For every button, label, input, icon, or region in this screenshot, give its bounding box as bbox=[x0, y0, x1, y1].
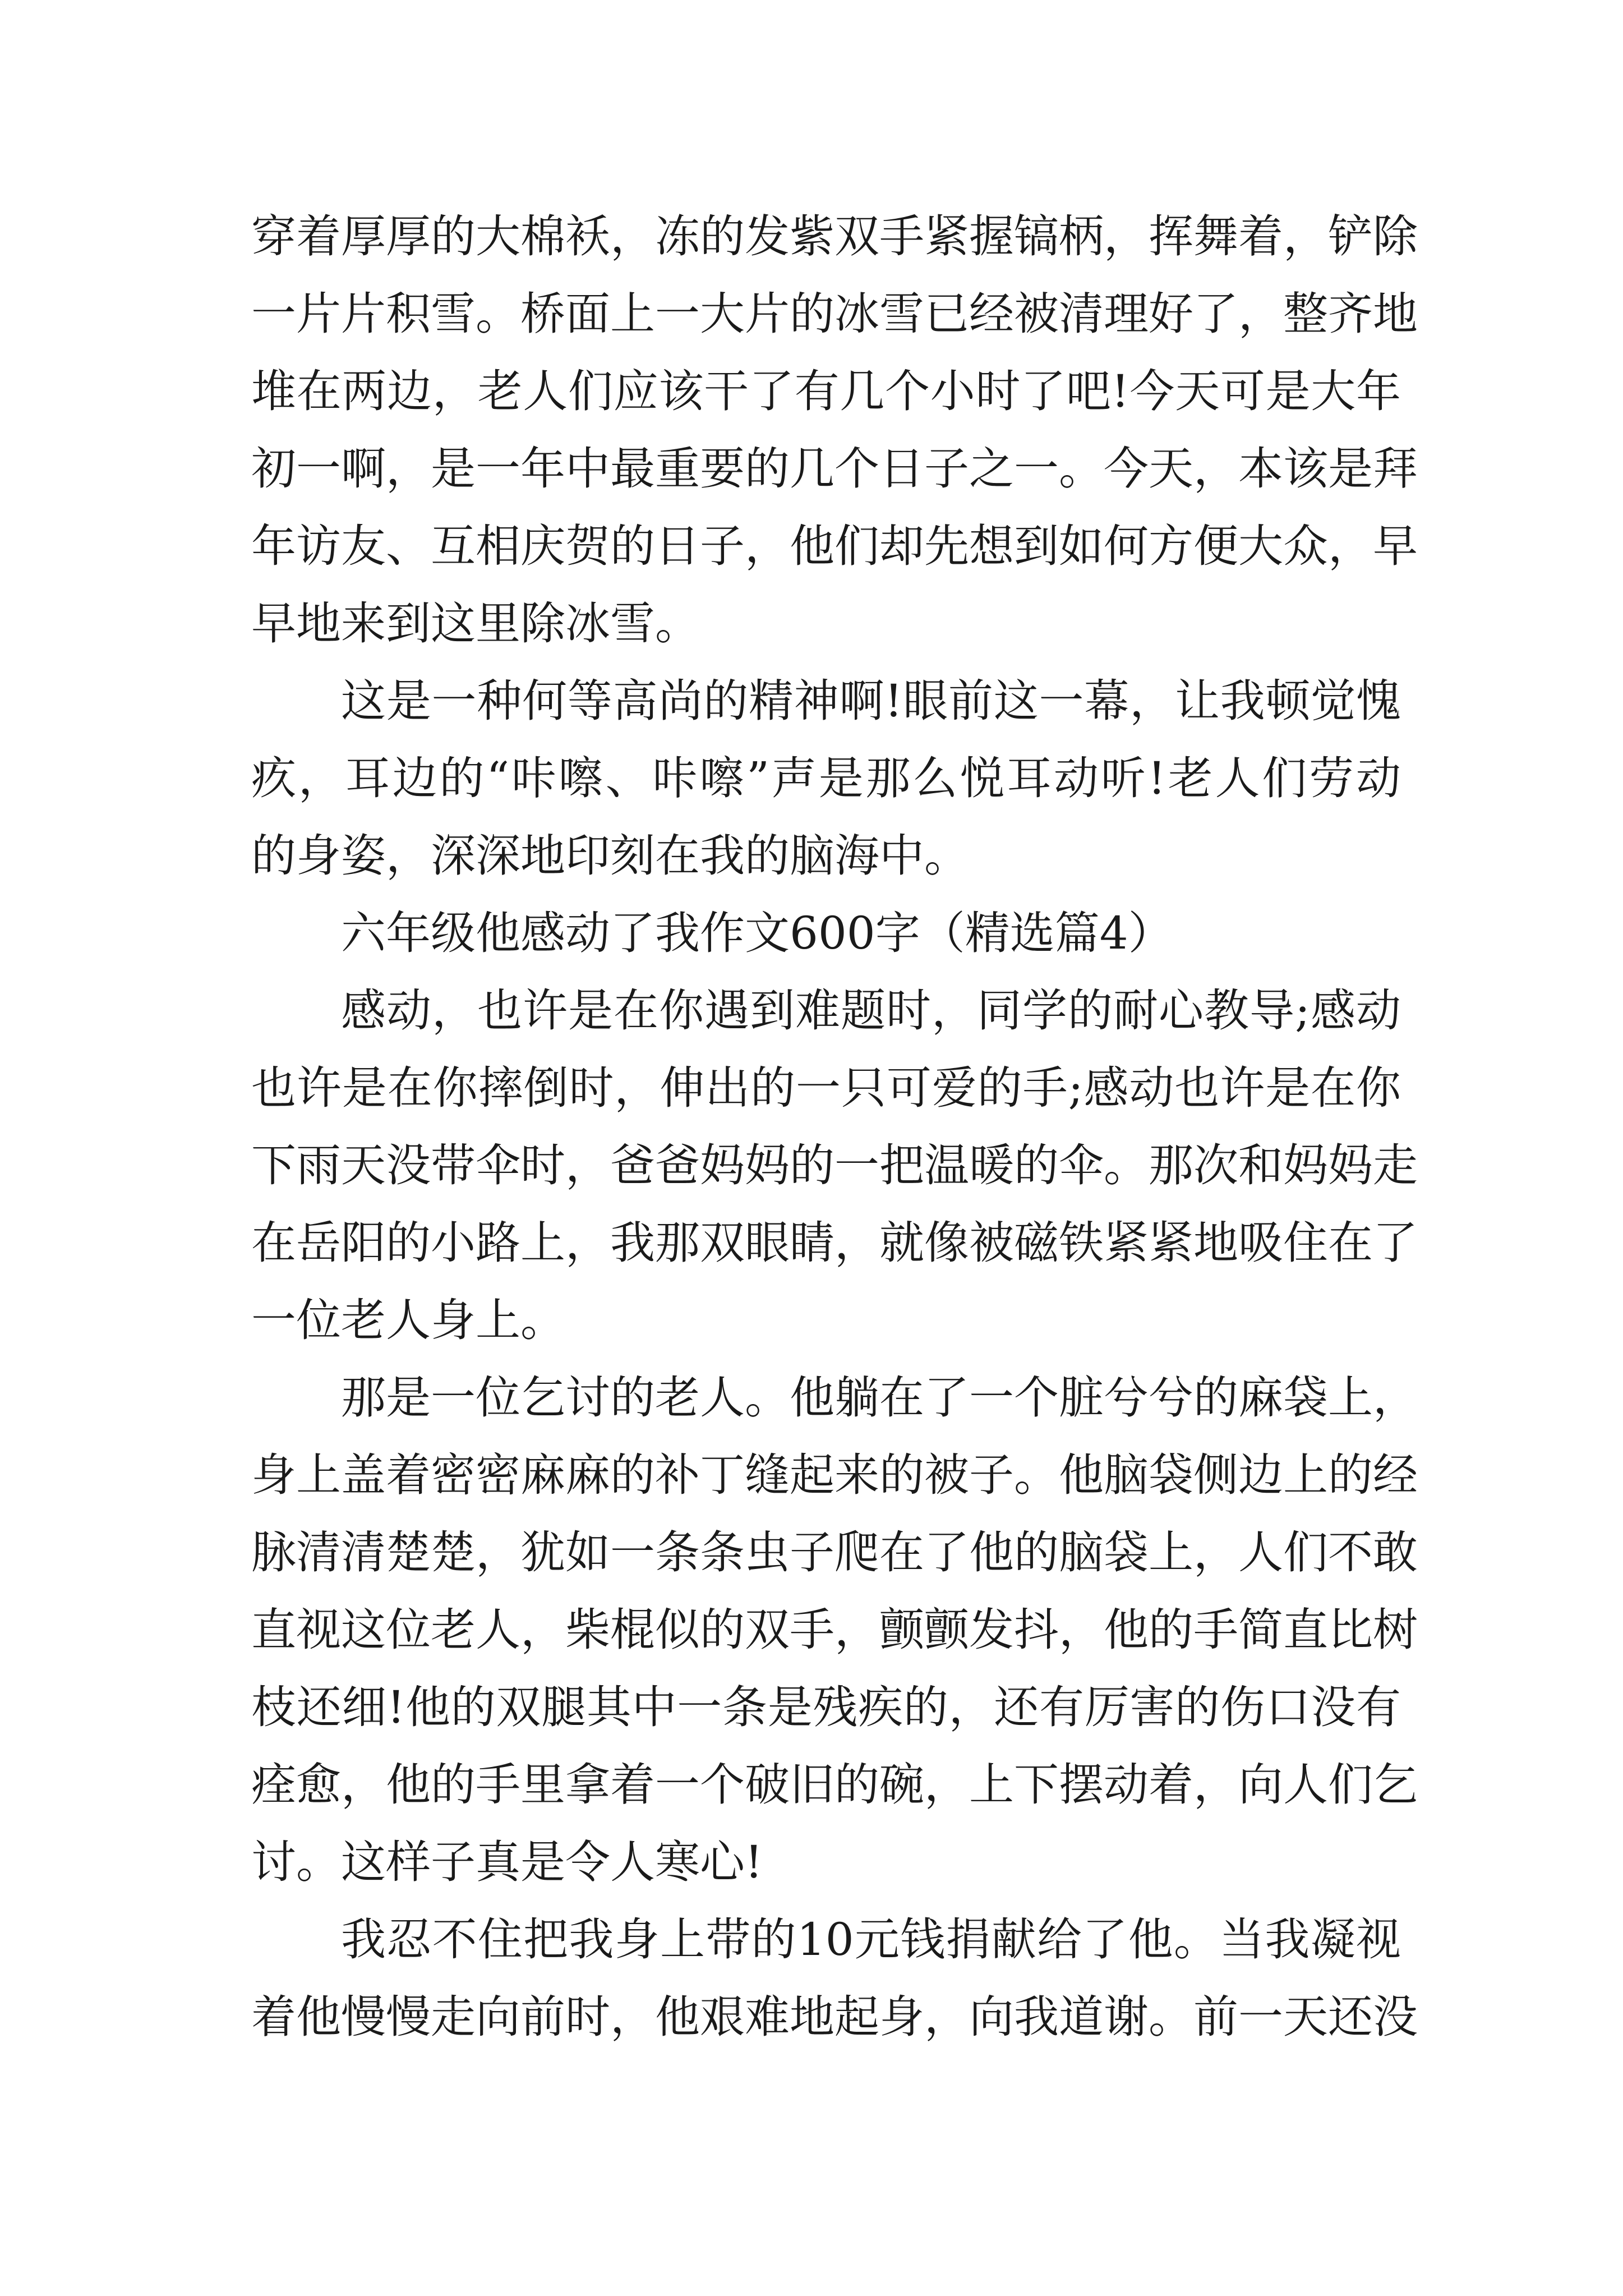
text-line: 也许是在你摔倒时，伸出的一只可爱的手;感动也许是在你 bbox=[251, 1062, 1401, 1114]
text-line: 在岳阳的小路上，我那双眼睛，就像被磁铁紧紧地吸住在了 bbox=[251, 1217, 1418, 1269]
text-line: 初一啊，是一年中最重要的几个日子之一。今天，本该是拜 bbox=[251, 443, 1418, 495]
text-line: 着他慢慢走向前时，他艰难地起身，向我道谢。前一天还没 bbox=[251, 1991, 1418, 2043]
text-line: 的身姿，深深地印刻在我的脑海中。 bbox=[251, 830, 969, 882]
text-line: 脉清清楚楚，犹如一条条虫子爬在了他的脑袋上，人们不敢 bbox=[251, 1526, 1418, 1579]
text-line: 疚，耳边的“咔嚓、咔嚓”声是那么悦耳动听!老人们劳动 bbox=[251, 752, 1401, 804]
text-line: 下雨天没带伞时，爸爸妈妈的一把温暖的伞。那次和妈妈走 bbox=[251, 1139, 1418, 1191]
text-line: 这是一种何等高尚的精神啊!眼前这一幕，让我顿觉愧 bbox=[341, 675, 1401, 727]
text-line: 痊愈，他的手里拿着一个破旧的碗，上下摆动着，向人们乞 bbox=[251, 1759, 1418, 1811]
text-line: 年访友、互相庆贺的日子，他们却先想到如何方便大众，早 bbox=[251, 520, 1418, 572]
text-line: 早地来到这里除冰雪。 bbox=[251, 597, 700, 650]
text-line: 那是一位乞讨的老人。他躺在了一个脏兮兮的麻袋上， bbox=[341, 1372, 1418, 1424]
text-line: 我忍不住把我身上带的10元钱捐献给了他。当我凝视 bbox=[341, 1913, 1401, 1966]
text-line: 感动，也许是在你遇到难题时，同学的耐心教导;感动 bbox=[341, 984, 1401, 1037]
text-line: 一位老人身上。 bbox=[251, 1294, 565, 1346]
text-line: 讨。这样子真是令人寒心! bbox=[251, 1836, 763, 1888]
text-line: 一片片积雪。桥面上一大片的冰雪已经被清理好了，整齐地 bbox=[251, 288, 1418, 340]
text-line: 穿着厚厚的大棉袄，冻的发紫双手紧握镐柄，挥舞着，铲除 bbox=[251, 210, 1418, 263]
text-line: 身上盖着密密麻麻的补丁缝起来的被子。他脑袋侧边上的经 bbox=[251, 1449, 1418, 1501]
text-line: 枝还细!他的双腿其中一条是残疾的，还有厉害的伤口没有 bbox=[251, 1681, 1401, 1733]
section-heading: 六年级他感动了我作文600字（精选篇4） bbox=[341, 907, 1173, 959]
text-line: 堆在两边，老人们应该干了有几个小时了吧!今天可是大年 bbox=[251, 365, 1401, 417]
text-line: 直视这位老人，柴棍似的双手，颤颤发抖，他的手简直比树 bbox=[251, 1604, 1418, 1656]
